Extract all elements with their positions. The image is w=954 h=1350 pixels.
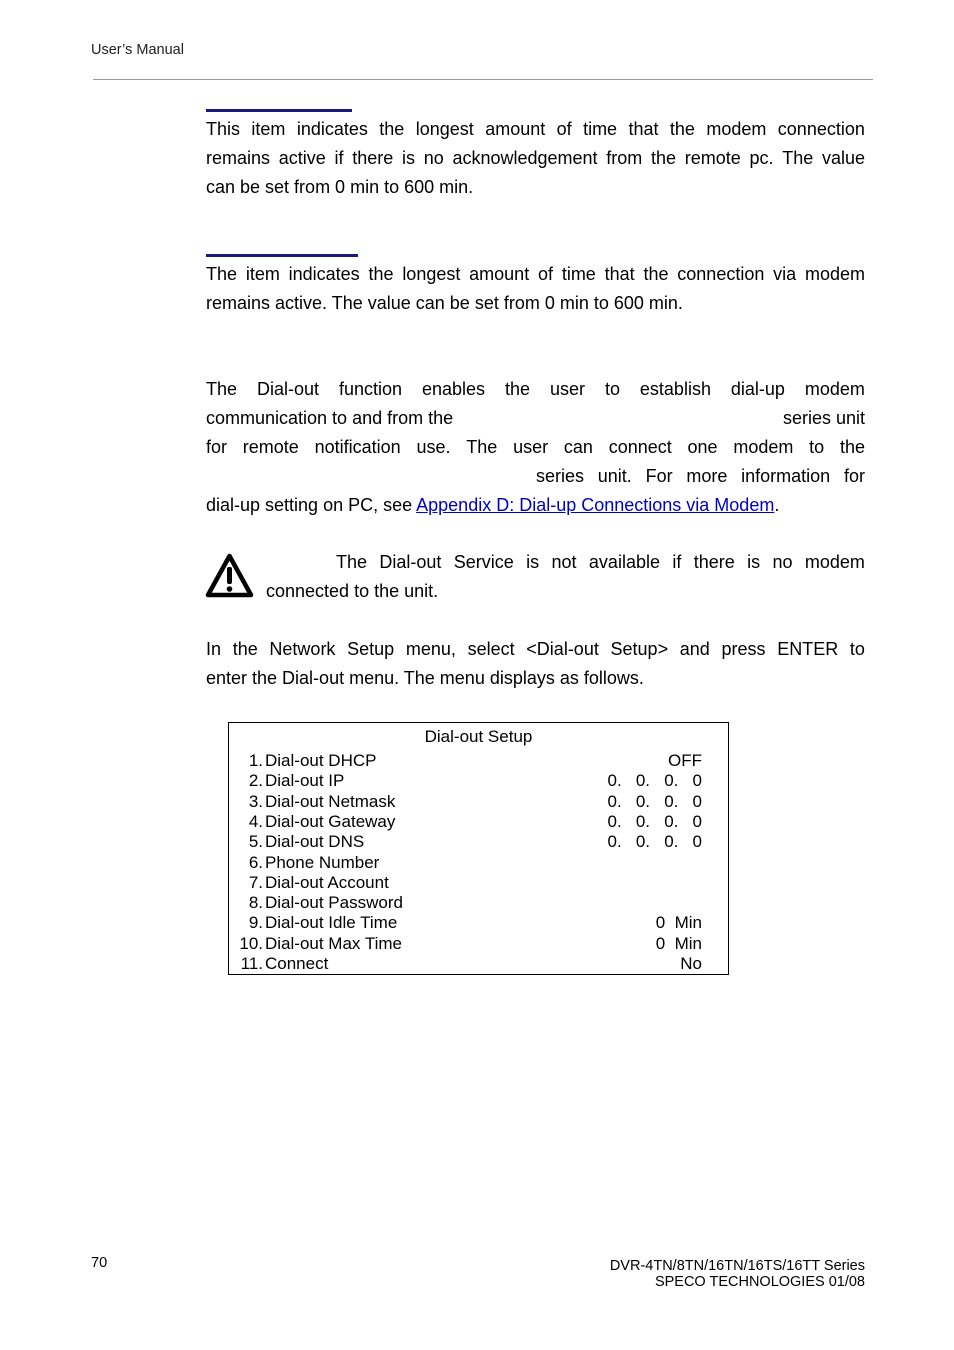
word: is — [401, 148, 415, 168]
word: from — [606, 148, 643, 168]
dialout-setup-menu — [228, 722, 729, 975]
text-fragment: . — [774, 495, 780, 515]
word: use. — [416, 437, 451, 457]
word: the — [232, 639, 258, 659]
menu-item-number: 3. — [248, 791, 263, 811]
word: Dial-out — [379, 552, 442, 572]
word: no — [772, 552, 793, 572]
menu-item-number: 7. — [248, 872, 263, 892]
word: not — [551, 552, 577, 572]
menu-item-number: 6. — [248, 852, 263, 872]
word: item — [245, 264, 280, 284]
word: <Dial-out — [526, 639, 599, 659]
word: enables — [421, 379, 486, 399]
text-line — [206, 260, 865, 289]
word: the — [379, 119, 405, 139]
word: of — [556, 119, 572, 139]
menu-item-label: Dial-out Netmask — [265, 791, 396, 811]
menu-item-number: 11. — [240, 954, 263, 973]
word: time — [583, 119, 618, 139]
page-header-title: User’s Manual — [91, 42, 184, 58]
word: press — [721, 639, 766, 659]
word: The — [206, 379, 238, 399]
word: remote — [242, 437, 299, 457]
word: time — [561, 264, 596, 284]
word: Service — [453, 552, 514, 572]
text-line: remains active. The value can be set from 0 min to 600 min. — [206, 293, 683, 313]
text-gap — [206, 462, 536, 491]
text-fragment — [536, 462, 865, 491]
text-line — [206, 433, 865, 462]
menu-item[interactable] — [229, 792, 728, 812]
word: item — [251, 119, 286, 139]
menu-item-value: 0 Min — [655, 933, 702, 953]
word: The — [466, 437, 498, 457]
word: longest — [415, 119, 474, 139]
menu-item-label: Dial-out Gateway — [265, 811, 396, 831]
word: the — [504, 379, 531, 399]
text-line: connected to the unit. — [266, 581, 439, 601]
footer-series: DVR-4TN/8TN/16TN/16TS/16TT Series — [609, 1258, 865, 1274]
word: to — [809, 437, 825, 457]
idle-time-description — [206, 115, 865, 202]
page-number: 70 — [91, 1255, 108, 1271]
text-line — [206, 404, 865, 433]
menu-item-number: 8. — [248, 893, 263, 913]
menu-item-label: Dial-out DNS — [265, 832, 365, 852]
word: unit. — [597, 466, 632, 486]
footer-info — [610, 1258, 865, 1290]
menu-item-label: Dial-out Account — [265, 872, 389, 892]
menu-item[interactable] — [229, 751, 728, 771]
word: there — [693, 552, 735, 572]
text-line — [206, 375, 865, 404]
word: Setup — [347, 639, 395, 659]
text-line — [206, 144, 865, 173]
menu-item[interactable] — [229, 771, 728, 791]
word: there — [352, 148, 394, 168]
header-divider — [93, 79, 873, 80]
menu-item-label: Dial-out Idle Time — [265, 913, 398, 933]
word: amount — [485, 119, 546, 139]
menu-item-number: 5. — [248, 832, 263, 852]
menu-item-value: OFF — [668, 751, 702, 770]
dialout-description — [206, 375, 865, 520]
word: modem — [804, 552, 865, 572]
word: connection — [677, 264, 765, 284]
word: For — [645, 466, 673, 486]
menu-item-label: Dial-out Max Time — [265, 933, 402, 953]
section-heading-underline-idle — [206, 109, 352, 112]
section-heading-underline-max — [206, 254, 358, 257]
word: to — [849, 639, 865, 659]
word: user — [513, 437, 549, 457]
word: available — [588, 552, 660, 572]
menu-item[interactable] — [229, 893, 728, 913]
menu-item-value: 0. 0. 0. 0 — [607, 771, 702, 791]
text-line — [206, 635, 865, 664]
warning-triangle-icon — [205, 553, 254, 598]
menu-item[interactable] — [229, 832, 728, 852]
menu-item[interactable] — [229, 873, 728, 893]
word: The — [206, 264, 238, 284]
word: value — [821, 148, 865, 168]
menu-item[interactable] — [229, 812, 728, 832]
word: connection — [777, 119, 865, 139]
word: one — [687, 437, 718, 457]
menu-item-value: 0. 0. 0. 0 — [607, 832, 702, 852]
word: The — [336, 552, 368, 572]
menu-item-label: Dial-out IP — [265, 771, 345, 791]
word: information — [741, 466, 831, 486]
menu-item-number: 2. — [248, 771, 263, 791]
text-fragment: communication to and from the — [206, 408, 454, 428]
menu-item-value: No — [680, 954, 702, 973]
word: via — [773, 264, 797, 284]
word: the — [368, 264, 394, 284]
text-line: can be set from 0 min to 600 min. — [206, 177, 474, 197]
word: that — [604, 264, 635, 284]
word: longest — [402, 264, 461, 284]
text-line — [206, 491, 865, 520]
word: no — [423, 148, 444, 168]
menu-item[interactable] — [229, 853, 728, 873]
menu-item-value: 0. 0. 0. 0 — [607, 811, 702, 831]
word: indicates — [288, 264, 360, 284]
word: if — [672, 552, 682, 572]
word: remote — [684, 148, 741, 168]
caution-text — [266, 548, 865, 606]
word: remains — [206, 148, 271, 168]
word: select — [467, 639, 515, 659]
menu-item-number: 10. — [239, 933, 263, 953]
menu-item-number: 1. — [248, 751, 263, 770]
text-line — [206, 115, 865, 144]
text-line — [206, 462, 865, 491]
word: the — [643, 264, 669, 284]
appendix-d-link[interactable]: Appendix D: Dial-up Connections via Modem — [416, 495, 775, 515]
word: connect — [608, 437, 672, 457]
word: modem — [804, 379, 865, 399]
menu-item-value: 0. 0. 0. 0 — [607, 791, 702, 811]
word: is — [526, 552, 540, 572]
word: the — [669, 119, 695, 139]
footer-company: SPECO TECHNOLOGIES 01/08 — [654, 1274, 865, 1290]
menu-item-value: 0 Min — [655, 913, 702, 933]
word: the — [650, 148, 676, 168]
word: Setup> — [610, 639, 669, 659]
word: series — [536, 466, 585, 486]
word: Network — [269, 639, 336, 659]
word: can — [563, 437, 593, 457]
word: user — [549, 379, 585, 399]
word: modem — [733, 437, 794, 457]
word: menu, — [405, 639, 456, 659]
word: the — [839, 437, 865, 457]
text-fragment: series unit — [782, 408, 865, 428]
word: indicates — [296, 119, 368, 139]
text-line: enter the Dial-out menu. The menu displays as follows. — [206, 668, 644, 688]
word: Dial-out — [256, 379, 320, 399]
word: The — [782, 148, 814, 168]
word: more — [686, 466, 728, 486]
word: acknowledgement — [452, 148, 598, 168]
menu-item[interactable] — [229, 954, 728, 974]
word: ENTER — [777, 639, 839, 659]
menu-item[interactable] — [229, 934, 728, 954]
menu-item-label: Phone Number — [265, 852, 380, 872]
menu-item-number: 9. — [248, 913, 263, 933]
text-line — [266, 548, 865, 577]
word: for — [206, 437, 228, 457]
menu-item[interactable] — [229, 913, 728, 933]
word: active — [278, 148, 326, 168]
menu-item-label: Dial-out Password — [265, 893, 403, 913]
word: modem — [804, 264, 865, 284]
word: amount — [469, 264, 530, 284]
word: dial-up — [730, 379, 785, 399]
text-fragment: dial-up setting on PC, see — [206, 495, 417, 515]
word: This — [206, 119, 241, 139]
word: establish — [639, 379, 711, 399]
menu-item-number: 4. — [248, 811, 263, 831]
word: if — [334, 148, 344, 168]
word: to — [604, 379, 620, 399]
menu-item-label: Dial-out DHCP — [265, 751, 377, 770]
word: function — [338, 379, 403, 399]
word: for — [843, 466, 865, 486]
word: notification — [314, 437, 401, 457]
max-time-description — [206, 260, 865, 318]
word: that — [628, 119, 659, 139]
menu-item-label: Connect — [265, 954, 329, 973]
word: In — [206, 639, 222, 659]
menu-title: Dial-out Setup — [424, 727, 533, 746]
instruction-text — [206, 635, 865, 693]
word: of — [538, 264, 554, 284]
word: pc. — [749, 148, 774, 168]
word: is — [747, 552, 761, 572]
word: modem — [706, 119, 767, 139]
word: and — [679, 639, 710, 659]
